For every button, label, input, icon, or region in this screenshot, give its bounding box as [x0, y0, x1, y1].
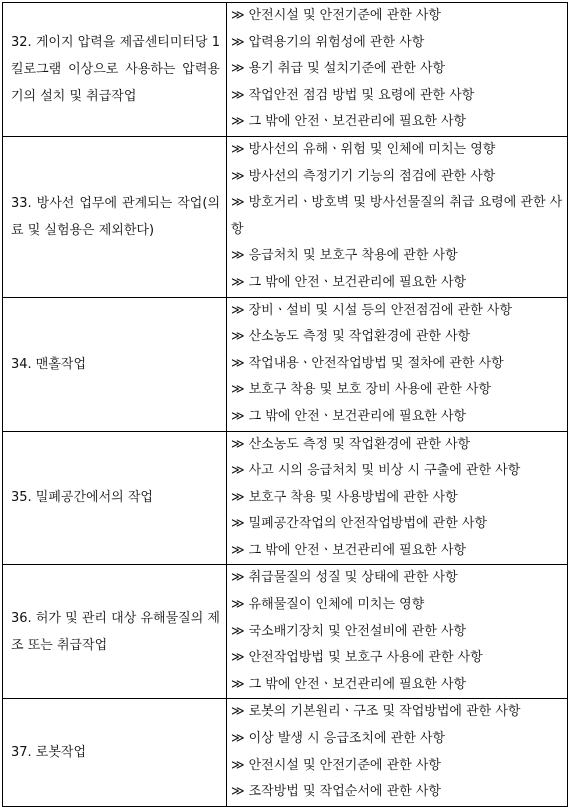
- list-item-text: 그 밖에 안전ㆍ보건관리에 필요한 사항: [248, 542, 467, 558]
- bullet-arrow-icon: ≫: [231, 757, 245, 773]
- list-item-text: 취급물질의 성질 및 상태에 관한 사항: [248, 570, 458, 586]
- bullet-arrow-icon: ≫: [231, 623, 245, 639]
- bullet-arrow-icon: ≫: [231, 570, 245, 586]
- bullet-arrow-icon: ≫: [231, 87, 245, 103]
- list-item-text: 보호구 착용 및 보호 장비 사용에 관한 사항: [248, 382, 492, 398]
- list-item-text: 작업안전 점검 방법 및 요령에 관한 사항: [248, 87, 475, 103]
- list-item-text: 작업내용ㆍ안전작업방법 및 절차에 관한 사항: [248, 355, 504, 371]
- table-row: [3, 136, 568, 297]
- list-item-text: 그 밖에 안전ㆍ보건관리에 필요한 사항: [248, 274, 467, 290]
- list-item: [231, 3, 567, 30]
- list-item: [231, 779, 567, 806]
- bullet-arrow-icon: ≫: [231, 114, 245, 130]
- list-item: [231, 137, 567, 164]
- list-item: [231, 298, 567, 325]
- list-item-text: 장비ㆍ설비 및 시설 등의 안전점검에 관한 사항: [248, 302, 513, 318]
- task-title: 32. 게이지 압력을 제곱센티미터당 1킬로그램 이상으로 사용하는 압력용기의 설치 및 취급작업: [11, 34, 220, 104]
- list-item: [231, 726, 567, 753]
- bullet-arrow-icon: ≫: [231, 355, 245, 371]
- table-row: [3, 699, 568, 806]
- list-item-text: 로봇의 기본원리ㆍ구조 및 작업방법에 관한 사항: [248, 704, 521, 720]
- training-items-cell: [227, 136, 568, 297]
- list-item: [231, 243, 567, 270]
- list-item-text: 그 밖에 안전ㆍ보건관리에 필요한 사항: [248, 114, 467, 130]
- list-item-text: 그 밖에 안전ㆍ보건관리에 필요한 사항: [248, 676, 467, 692]
- training-table: [2, 2, 568, 807]
- list-item: [231, 645, 567, 672]
- bullet-arrow-icon: ≫: [231, 731, 245, 747]
- task-title-cell: [3, 3, 227, 137]
- list-item: [231, 619, 567, 646]
- bullet-arrow-icon: ≫: [231, 195, 245, 211]
- task-title: 33. 방사선 업무에 관계되는 작업(의료 및 실험용은 제외한다): [11, 195, 220, 238]
- table-row: [3, 565, 568, 699]
- table-row: [3, 3, 568, 137]
- list-item: [231, 592, 567, 619]
- list-item: [231, 699, 567, 726]
- list-item: [231, 404, 567, 431]
- bullet-arrow-icon: ≫: [231, 463, 245, 479]
- list-item-text: 그 밖에 안전ㆍ보건관리에 필요한 사항: [248, 408, 467, 424]
- list-item: [231, 351, 567, 378]
- list-item-text: 산소농도 측정 및 작업환경에 관한 사항: [248, 436, 471, 452]
- list-item: [231, 485, 567, 512]
- table-row: [3, 431, 568, 565]
- bullet-arrow-icon: ≫: [231, 34, 245, 50]
- training-items-cell: [227, 699, 568, 806]
- task-title-cell: [3, 431, 227, 565]
- bullet-arrow-icon: ≫: [231, 704, 245, 720]
- list-item: [231, 324, 567, 351]
- bullet-arrow-icon: ≫: [231, 168, 245, 184]
- list-item: [231, 753, 567, 780]
- list-item: [231, 565, 567, 592]
- list-item: [231, 511, 567, 538]
- list-item-text: 안전작업방법 및 보호구 사용에 관한 사항: [248, 650, 483, 666]
- task-title-cell: [3, 699, 227, 806]
- bullet-arrow-icon: ≫: [231, 302, 245, 318]
- training-items-cell: [227, 297, 568, 431]
- list-item-text: 밀폐공간작업의 안전작업방법에 관한 사항: [248, 516, 488, 532]
- list-item-text: 산소농도 측정 및 작업환경에 관한 사항: [248, 329, 471, 345]
- bullet-arrow-icon: ≫: [231, 542, 245, 558]
- list-item: [231, 56, 567, 83]
- task-title: 35. 밀폐공간에서의 작업: [11, 490, 153, 506]
- bullet-arrow-icon: ≫: [231, 408, 245, 424]
- task-title-cell: [3, 297, 227, 431]
- list-item-text: 유해물질이 인체에 미치는 영향: [248, 597, 425, 613]
- bullet-arrow-icon: ≫: [231, 248, 245, 264]
- task-title-cell: [3, 136, 227, 297]
- training-items-cell: [227, 565, 568, 699]
- list-item-text: 용기 취급 및 설치기준에 관한 사항: [248, 61, 446, 77]
- task-title: 37. 로봇작업: [11, 745, 87, 761]
- list-item: [231, 30, 567, 57]
- bullet-arrow-icon: ≫: [231, 436, 245, 452]
- bullet-arrow-icon: ≫: [231, 329, 245, 345]
- list-item-text: 안전시설 및 안전기준에 관한 사항: [248, 8, 441, 23]
- list-item: [231, 538, 567, 565]
- list-item-text: 방호거리ㆍ방호벽 및 방사선물질의 취급 요령에 관한 사항: [231, 195, 563, 237]
- bullet-arrow-icon: ≫: [231, 382, 245, 398]
- training-items-cell: [227, 3, 568, 137]
- list-item-text: 사고 시의 응급처치 및 비상 시 구출에 관한 사항: [248, 463, 521, 479]
- task-title: 36. 허가 및 관리 대상 유해물질의 제조 또는 취급작업: [11, 610, 220, 653]
- task-title: 34. 맨홀작업: [11, 356, 87, 372]
- bullet-arrow-icon: ≫: [231, 784, 245, 800]
- list-item-text: 방사선의 유해ㆍ위험 및 인체에 미치는 영향: [248, 141, 496, 157]
- list-item: [231, 432, 567, 459]
- list-item-text: 조작방법 및 작업순서에 관한 사항: [248, 784, 441, 800]
- bullet-arrow-icon: ≫: [231, 650, 245, 666]
- task-title-cell: [3, 565, 227, 699]
- list-item-text: 보호구 착용 및 사용방법에 관한 사항: [248, 489, 458, 505]
- list-item: [231, 458, 567, 485]
- bullet-arrow-icon: ≫: [231, 597, 245, 613]
- training-items-cell: [227, 431, 568, 565]
- list-item: [231, 164, 567, 191]
- bullet-arrow-icon: ≫: [231, 516, 245, 532]
- list-item: [231, 672, 567, 699]
- list-item: [231, 190, 567, 243]
- list-item: [231, 109, 567, 136]
- list-item-text: 이상 발생 시 응급조치에 관한 사항: [248, 731, 446, 747]
- bullet-arrow-icon: ≫: [231, 489, 245, 505]
- list-item-text: 응급처치 및 보호구 착용에 관한 사항: [248, 248, 458, 264]
- list-item: [231, 377, 567, 404]
- bullet-arrow-icon: ≫: [231, 141, 245, 157]
- list-item-text: 방사선의 측정기기 기능의 점검에 관한 사항: [248, 168, 496, 184]
- bullet-arrow-icon: ≫: [231, 61, 245, 77]
- list-item-text: 안전시설 및 안전기준에 관한 사항: [248, 757, 441, 773]
- bullet-arrow-icon: ≫: [231, 8, 245, 23]
- list-item: [231, 83, 567, 110]
- list-item-text: 압력용기의 위험성에 관한 사항: [248, 34, 425, 50]
- bullet-arrow-icon: ≫: [231, 274, 245, 290]
- bullet-arrow-icon: ≫: [231, 676, 245, 692]
- table-row: [3, 297, 568, 431]
- list-item-text: 국소배기장치 및 안전설비에 관한 사항: [248, 623, 467, 639]
- list-item: [231, 270, 567, 297]
